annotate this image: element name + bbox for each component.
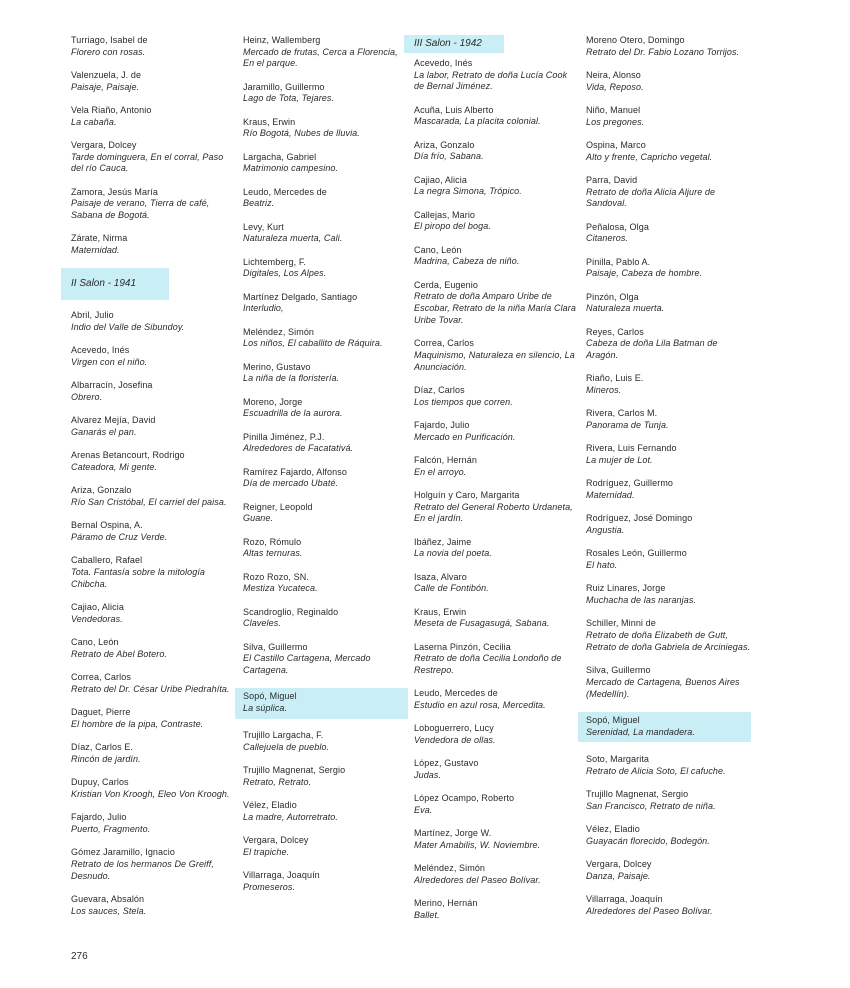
artwork-titles: Los tiempos que corren. xyxy=(414,396,513,407)
artwork-titles: Calle de Fontibón. xyxy=(414,583,489,594)
artist-entry xyxy=(243,502,408,525)
column-2 xyxy=(243,35,408,905)
artist-name: Villarraga, Joaquín xyxy=(586,893,663,904)
artwork-titles: Matrimonio campesino. xyxy=(243,163,339,174)
artist-name: Acuña, Luis Alberto xyxy=(414,104,494,115)
artwork-titles: Maternidad. xyxy=(586,490,635,501)
artist-entry xyxy=(243,467,408,490)
artist-entry xyxy=(71,415,236,438)
artwork-titles: El hombre de la pipa, Contraste. xyxy=(71,718,204,729)
artist-entry xyxy=(71,602,236,625)
artist-entry xyxy=(414,105,579,128)
artwork-titles: Maternidad. xyxy=(71,245,120,256)
artist-name: Callejas, Mario xyxy=(414,209,476,220)
artwork-titles: Mercado de Cartagena, Buenos Aires (Medellín). xyxy=(586,676,740,699)
artwork-titles: La novia del poeta. xyxy=(414,548,492,559)
artist-entry xyxy=(586,175,751,210)
section-heading-1941: II Salon - 1941 xyxy=(61,268,169,300)
artist-entry xyxy=(414,793,579,816)
artwork-titles: Vida, Reposo. xyxy=(586,81,644,92)
artist-name: Vergara, Dolcey xyxy=(71,140,137,150)
artwork-titles: Mater Amabilis, W. Noviembre. xyxy=(414,839,541,850)
artist-entry xyxy=(71,637,236,660)
artist-name: Parra, David xyxy=(586,175,638,185)
artwork-titles: Florero con rosas. xyxy=(71,46,146,57)
artwork-titles: El hato. xyxy=(586,560,618,571)
artwork-titles: Los niños, El caballito de Ráquira. xyxy=(243,338,383,349)
artwork-titles: Día de mercado Ubaté. xyxy=(243,478,339,489)
artist-name: Schiller, Minni de xyxy=(586,618,656,629)
artist-name: Ibáñez, Jaime xyxy=(414,536,472,547)
artist-name: Moreno Otero, Domingo xyxy=(586,35,685,45)
artist-name: Vergara, Dolcey xyxy=(243,835,309,846)
artist-entry xyxy=(586,618,751,653)
artist-entry xyxy=(71,777,236,800)
artist-name: Fajardo, Julio xyxy=(71,812,127,823)
artwork-titles: El Castillo Cartagena, Mercado Cartagena. xyxy=(243,653,371,676)
artist-name: Zamora, Jesús María xyxy=(71,186,158,197)
artwork-titles: Altas ternuras. xyxy=(243,548,303,559)
artist-entry xyxy=(586,513,751,536)
artist-entry xyxy=(71,140,236,175)
artist-name: Cerda, Eugenio xyxy=(414,279,478,290)
artist-name: Trujillo Magnenat, Sergio xyxy=(243,765,346,776)
artist-name: Guevara, Absalón xyxy=(71,893,145,904)
artist-entry xyxy=(71,812,236,835)
artist-name: Martínez, Jorge W. xyxy=(414,828,492,839)
artist-entry xyxy=(586,665,751,700)
artist-name: Dupuy, Carlos xyxy=(71,777,129,788)
artist-name: Vela Riaño, Antonio xyxy=(71,105,152,115)
artist-entry xyxy=(586,754,751,777)
artist-entry xyxy=(71,847,236,882)
artist-entry xyxy=(243,327,408,350)
artwork-titles: Virgen con el niño. xyxy=(71,357,148,368)
artist-name: Díaz, Carlos E. xyxy=(71,742,134,753)
artist-entry xyxy=(71,310,236,333)
artwork-titles: Paisaje, Paisaje. xyxy=(71,81,140,92)
artist-name: Reigner, Leopold xyxy=(243,501,313,512)
artwork-titles: El trapiche. xyxy=(243,847,290,858)
page-number: 276 xyxy=(71,951,88,962)
artwork-titles: Paisaje de verano, Tierra de café, Sabana de Bogotá. xyxy=(71,198,210,221)
artwork-titles: Alrededores del Paseo Bolívar. xyxy=(586,905,713,916)
entry-list xyxy=(71,35,236,257)
entry-list xyxy=(71,310,236,917)
artwork-titles: Alrededores del Paseo Bolívar. xyxy=(414,874,541,885)
artwork-titles: Claveles. xyxy=(243,618,281,629)
artwork-titles: Mineros. xyxy=(586,385,622,396)
artwork-titles: Lago de Tota, Tejares. xyxy=(243,93,335,104)
artist-entry xyxy=(414,420,579,443)
artist-entry xyxy=(71,187,236,222)
artist-entry xyxy=(586,257,751,280)
artist-entry xyxy=(243,152,408,175)
artist-name: Peñalosa, Olga xyxy=(586,221,649,232)
artist-name: Niño, Manuel xyxy=(586,105,641,115)
artwork-titles: Alrededores de Facatativá. xyxy=(243,443,354,454)
artist-name: Díaz, Carlos xyxy=(414,384,465,395)
artist-entry xyxy=(586,222,751,245)
artwork-titles: Puerto, Fragmento. xyxy=(71,823,151,834)
artist-entry xyxy=(71,105,236,128)
artwork-titles: Madrina, Cabeza de niño. xyxy=(414,256,520,267)
artwork-titles: La mujer de Lot. xyxy=(586,455,653,466)
artist-entry xyxy=(586,789,751,812)
artist-entry xyxy=(243,765,408,788)
artist-name: Vergara, Dolcey xyxy=(586,858,652,869)
artwork-titles: La madre, Autorretrato. xyxy=(243,812,339,823)
artist-name: Merino, Hernán xyxy=(414,898,478,909)
artist-name: Martínez Delgado, Santiago xyxy=(243,291,358,302)
artist-entry xyxy=(243,117,408,140)
artwork-titles: Retrato de los hermanos De Greiff, Desnudo. xyxy=(71,858,214,881)
artist-name: Neira, Alonso xyxy=(586,70,641,80)
artwork-titles: Digitales, Los Alpes. xyxy=(243,268,327,279)
artist-name: Jaramillo, Guillermo xyxy=(243,81,325,92)
artist-name: Vélez, Eladio xyxy=(586,823,640,834)
artist-name: Gómez Jaramillo, Ignacio xyxy=(71,847,175,858)
artist-name: Levy, Kurt xyxy=(243,221,284,232)
artwork-titles: Eva. xyxy=(414,804,433,815)
artist-name: Rivera, Luis Fernando xyxy=(586,443,677,454)
artist-name: Rosales León, Guillermo xyxy=(586,548,687,559)
artist-entry xyxy=(243,362,408,385)
artwork-titles: Tota. Fantasía sobre la mitología Chibcha. xyxy=(71,567,206,589)
artist-entry xyxy=(71,450,236,473)
artist-name: Albarracín, Josefina xyxy=(71,380,153,391)
artist-name: Isaza, Alvaro xyxy=(414,571,467,582)
artwork-titles: Mercado en Purificación. xyxy=(414,431,516,442)
artwork-titles: Judas. xyxy=(414,769,442,780)
artist-name: Cajiao, Alicia xyxy=(414,174,467,185)
artist-name: López Ocampo, Roberto xyxy=(414,793,515,804)
artist-name: Daguet, Pierre xyxy=(71,707,131,718)
artist-name: Villarraga, Joaquín xyxy=(243,870,320,881)
artist-entry xyxy=(414,572,579,595)
artist-name: Ariza, Gonzalo xyxy=(414,139,475,150)
artist-entry xyxy=(71,345,236,368)
artist-name: Cajiao, Alicia xyxy=(71,602,124,613)
artwork-titles: Citaneros. xyxy=(586,233,629,244)
artist-name: Acevedo, Inés xyxy=(71,345,130,356)
artist-entry xyxy=(414,828,579,851)
artist-name: Ruiz Linares, Jorge xyxy=(586,583,666,594)
artwork-titles: La labor, Retrato de doña Lucía Cook de Bernal Jiménez. xyxy=(414,69,568,92)
artwork-titles: Retrato del General Roberto Urdaneta, En el jardín. xyxy=(414,501,573,524)
artist-name: Kraus, Erwin xyxy=(414,606,467,617)
artist-entry xyxy=(586,443,751,466)
artist-name: Ramírez Fajardo, Alfonso xyxy=(243,466,347,477)
artist-name: Pinilla Jiménez, P.J. xyxy=(243,431,325,442)
artwork-titles: Maquinismo, Naturaleza en silencio, La Anunciación. xyxy=(414,349,575,372)
highlighted-entry xyxy=(235,688,408,718)
artwork-titles: La negra Simona, Trópico. xyxy=(414,186,522,197)
artwork-titles: Vendedora de ollas. xyxy=(414,734,496,745)
artist-entry xyxy=(414,863,579,886)
artist-name: Sopó, Miguel xyxy=(586,714,640,725)
artist-entry xyxy=(71,485,236,508)
artist-name: Ospina, Marco xyxy=(586,140,646,150)
artist-entry xyxy=(243,222,408,245)
artist-entry xyxy=(586,70,751,93)
artwork-titles: Retrato del Dr. Fabio Lozano Torrijos. xyxy=(586,46,740,57)
artwork-titles: Panorama de Tunja. xyxy=(586,420,669,431)
artist-entry xyxy=(243,397,408,420)
artwork-titles: Naturaleza muerta. xyxy=(586,303,665,314)
artist-entry xyxy=(586,548,751,571)
artist-entry xyxy=(414,245,579,268)
artist-name: Bernal Ospina, A. xyxy=(71,520,143,531)
artwork-titles: Retrato de Alicia Soto, El cafuche. xyxy=(586,765,726,776)
artist-name: Silva, Guillermo xyxy=(586,665,651,676)
artwork-titles: Paisaje, Cabeza de hombre. xyxy=(586,268,703,279)
artist-entry xyxy=(414,385,579,408)
artist-name: Cano, León xyxy=(71,637,119,648)
artist-entry xyxy=(414,455,579,478)
artwork-titles: Escuadrilla de la aurora. xyxy=(243,408,343,419)
entry-list xyxy=(586,35,751,917)
artist-name: Falcón, Hernán xyxy=(414,454,477,465)
artwork-titles: En el arroyo. xyxy=(414,466,467,477)
artist-name: Rivera, Carlos M. xyxy=(586,408,658,419)
artist-name: Valenzuela, J. de xyxy=(71,70,142,80)
artist-name: Alvarez Mejía, David xyxy=(71,415,156,426)
artist-entry xyxy=(586,408,751,431)
artist-name: Abril, Julio xyxy=(71,310,114,321)
artist-name: Soto, Margarita xyxy=(586,753,650,764)
artwork-titles: Ganarás el pan. xyxy=(71,427,137,438)
artist-name: Rozo Rozo, SN. xyxy=(243,571,309,582)
artist-name: Correa, Carlos xyxy=(71,672,131,683)
artist-entry xyxy=(414,280,579,327)
artwork-titles: Danza, Paisaje. xyxy=(586,870,651,881)
artist-entry xyxy=(243,730,408,753)
artwork-titles: Ballet. xyxy=(414,909,440,920)
artist-name: Merino, Gustavo xyxy=(243,361,311,372)
artwork-titles: San Francisco, Retrato de niña. xyxy=(586,800,716,811)
artwork-titles: Vendedoras. xyxy=(71,613,123,624)
artist-entry xyxy=(414,210,579,233)
artist-name: Kraus, Erwin xyxy=(243,116,296,127)
artist-entry xyxy=(586,327,751,362)
artist-entry xyxy=(414,58,579,93)
artwork-titles: Tarde dominguera, En el corral, Paso del río Cauca. xyxy=(71,151,224,174)
artist-name: Largacha, Gabriel xyxy=(243,151,317,162)
artist-entry xyxy=(586,894,751,917)
artwork-titles: La súplica. xyxy=(243,703,288,714)
artwork-titles: Guane. xyxy=(243,513,274,524)
artist-entry xyxy=(414,642,579,677)
artist-name: Rodríguez, Guillermo xyxy=(586,478,674,489)
artwork-titles: Mascarada, La placita colonial. xyxy=(414,116,541,127)
artwork-titles: Beatriz. xyxy=(243,198,275,209)
artist-name: Trujillo Magnenat, Sergio xyxy=(586,788,689,799)
artist-name: Scandroglio, Reginaldo xyxy=(243,606,339,617)
artist-entry xyxy=(586,373,751,396)
artwork-titles: Estudio en azul rosa, Mercedita. xyxy=(414,699,546,710)
artist-name: Rozo, Rómulo xyxy=(243,536,302,547)
section-heading-1942: III Salon - 1942 xyxy=(404,35,504,53)
artist-entry xyxy=(243,187,408,210)
artist-entry xyxy=(243,835,408,858)
highlighted-entry xyxy=(578,712,751,742)
artist-entry xyxy=(243,607,408,630)
artist-entry xyxy=(243,800,408,823)
artwork-titles: El piropo del boga. xyxy=(414,221,491,232)
artist-entry xyxy=(414,898,579,921)
artist-entry xyxy=(586,35,751,58)
artwork-titles: Los sauces, Stela. xyxy=(71,905,147,916)
artist-name: Rodríguez, José Domingo xyxy=(586,513,693,524)
artwork-titles: Retrato de Abel Botero. xyxy=(71,648,168,659)
artist-name: Loboguerrero, Lucy xyxy=(414,723,494,734)
artwork-titles: Mestiza Yucateca. xyxy=(243,583,318,594)
entry-list xyxy=(243,35,408,894)
artist-entry xyxy=(414,688,579,711)
artist-entry xyxy=(243,257,408,280)
entry-list xyxy=(414,58,579,922)
artwork-titles: Los pregones. xyxy=(586,116,645,127)
artwork-titles: Cateadora, Mi gente. xyxy=(71,462,158,473)
artwork-titles: Retrato del Dr. César Uribe Piedrahíta. xyxy=(71,683,230,694)
artist-entry xyxy=(414,140,579,163)
artist-name: Turriago, Isabel de xyxy=(71,35,148,45)
artwork-titles: Callejuela de pueblo. xyxy=(243,742,330,753)
artist-entry xyxy=(71,707,236,730)
column-3 xyxy=(414,35,579,933)
artwork-titles: Río San Cristóbal, El carriel del paisa. xyxy=(71,497,227,508)
artwork-titles: Cabeza de doña Lila Batman de Aragón. xyxy=(586,338,718,361)
artist-name: Caballero, Rafael xyxy=(71,555,143,566)
artist-name: Holguín y Caro, Margarita xyxy=(414,489,520,500)
artist-entry xyxy=(414,607,579,630)
artist-entry xyxy=(71,672,236,695)
artwork-titles: Alto y frente, Capricho vegetal. xyxy=(586,151,713,162)
artist-name: Moreno, Jorge xyxy=(243,396,303,407)
artist-name: Vélez, Eladio xyxy=(243,800,297,811)
artist-name: Fajardo, Julio xyxy=(414,419,470,430)
artist-entry xyxy=(414,338,579,373)
artist-entry xyxy=(243,35,408,70)
artist-entry xyxy=(586,478,751,501)
artwork-titles: Día frío, Sabana. xyxy=(414,151,484,162)
artist-entry xyxy=(414,723,579,746)
artwork-titles: Indio del Valle de Sibundoy. xyxy=(71,322,185,333)
artist-entry xyxy=(586,824,751,847)
artist-name: Pinzón, Olga xyxy=(586,291,639,302)
artwork-titles: Retrato de doña Alicia Aljure de Sandoval. xyxy=(586,186,716,209)
artist-name: Cano, León xyxy=(414,244,462,255)
artist-entry xyxy=(71,894,236,917)
artist-name: Zárate, Nirma xyxy=(71,233,128,244)
artist-name: Correa, Carlos xyxy=(414,338,474,349)
artist-name: López, Gustavo xyxy=(414,758,479,769)
artwork-titles: Retrato, Retrato. xyxy=(243,777,312,788)
artist-entry xyxy=(586,859,751,882)
artwork-titles: Interludio, xyxy=(243,303,284,314)
artist-name: Heinz, Wallemberg xyxy=(243,35,321,45)
artist-entry xyxy=(243,642,408,677)
artist-entry xyxy=(71,233,236,256)
artist-entry xyxy=(243,870,408,893)
artist-entry xyxy=(414,758,579,781)
artist-entry xyxy=(586,140,751,163)
artwork-titles: Muchacha de las naranjas. xyxy=(586,595,697,606)
artist-entry xyxy=(243,292,408,315)
artwork-titles: Meseta de Fusagasugá, Sabana. xyxy=(414,618,550,629)
artist-entry xyxy=(71,380,236,403)
artwork-titles: Guayacán florecido, Bodegón. xyxy=(586,835,710,846)
artist-name: Reyes, Carlos xyxy=(586,326,644,337)
artwork-titles: La cabaña. xyxy=(71,116,117,127)
artwork-titles: Rincón de jardín. xyxy=(71,753,141,764)
artist-entry xyxy=(243,82,408,105)
artist-name: Lichtemberg, F. xyxy=(243,256,307,267)
artist-entry xyxy=(586,105,751,128)
artist-entry xyxy=(414,490,579,525)
artist-entry xyxy=(243,537,408,560)
artwork-titles: Naturaleza muerta, Cali. xyxy=(243,233,343,244)
artwork-titles: Kristian Von Kroogh, Eleo Von Kroogh. xyxy=(71,788,230,799)
column-1 xyxy=(71,35,236,929)
artist-name: Acevedo, Inés xyxy=(414,58,473,68)
artwork-titles: Promeseros. xyxy=(243,882,296,893)
artist-entry xyxy=(71,742,236,765)
artist-name: Leudo, Mercedes de xyxy=(243,186,327,197)
artist-name: Pinilla, Pablo A. xyxy=(586,256,651,267)
artist-entry xyxy=(243,572,408,595)
artist-name: Arenas Betancourt, Rodrigo xyxy=(71,450,185,461)
artist-entry xyxy=(71,555,236,590)
artwork-titles: Serenidad, La mandadera. xyxy=(586,726,695,737)
artist-entry xyxy=(71,35,236,58)
artist-name: Meléndez, Simón xyxy=(243,326,315,337)
artist-name: Leudo, Mercedes de xyxy=(414,688,498,699)
artist-entry xyxy=(243,432,408,455)
artist-entry xyxy=(71,70,236,93)
artist-name: Laserna Pinzón, Cecilia xyxy=(414,641,511,652)
artist-name: Sopó, Miguel xyxy=(243,691,297,702)
artwork-titles: Páramo de Cruz Verde. xyxy=(71,532,168,543)
artist-name: Riaño, Luis E. xyxy=(586,373,644,384)
artist-name: Trujillo Largacha, F. xyxy=(243,730,324,741)
column-4 xyxy=(586,35,751,929)
artwork-titles: Retrato de doña Amparo Uribe de Escobar, Retrato de la niña María Clara Uribe Tovar. xyxy=(414,291,576,325)
artwork-titles: Mercado de frutas, Cerca a Florencia, En el parque. xyxy=(243,46,398,69)
artwork-titles: Retrato de doña Elizabeth de Gutt, Retrato de doña Gabriela de Arciniegas. xyxy=(586,630,751,652)
artwork-titles: La niña de la floristería. xyxy=(243,373,340,384)
artist-entry xyxy=(414,537,579,560)
artist-entry xyxy=(414,175,579,198)
artwork-titles: Retrato de doña Cecilia Londoño de Restrepo. xyxy=(414,653,562,675)
artist-entry xyxy=(586,583,751,606)
artist-entry xyxy=(71,520,236,543)
artist-name: Ariza, Gonzalo xyxy=(71,485,132,496)
artist-name: Meléndez, Simón xyxy=(414,863,486,874)
artist-entry xyxy=(586,292,751,315)
artwork-titles: Río Bogotá, Nubes de lluvia. xyxy=(243,128,360,139)
artwork-titles: Obrero. xyxy=(71,392,103,403)
artwork-titles: Angustia. xyxy=(586,525,625,536)
artist-name: Silva, Guillermo xyxy=(243,641,308,652)
